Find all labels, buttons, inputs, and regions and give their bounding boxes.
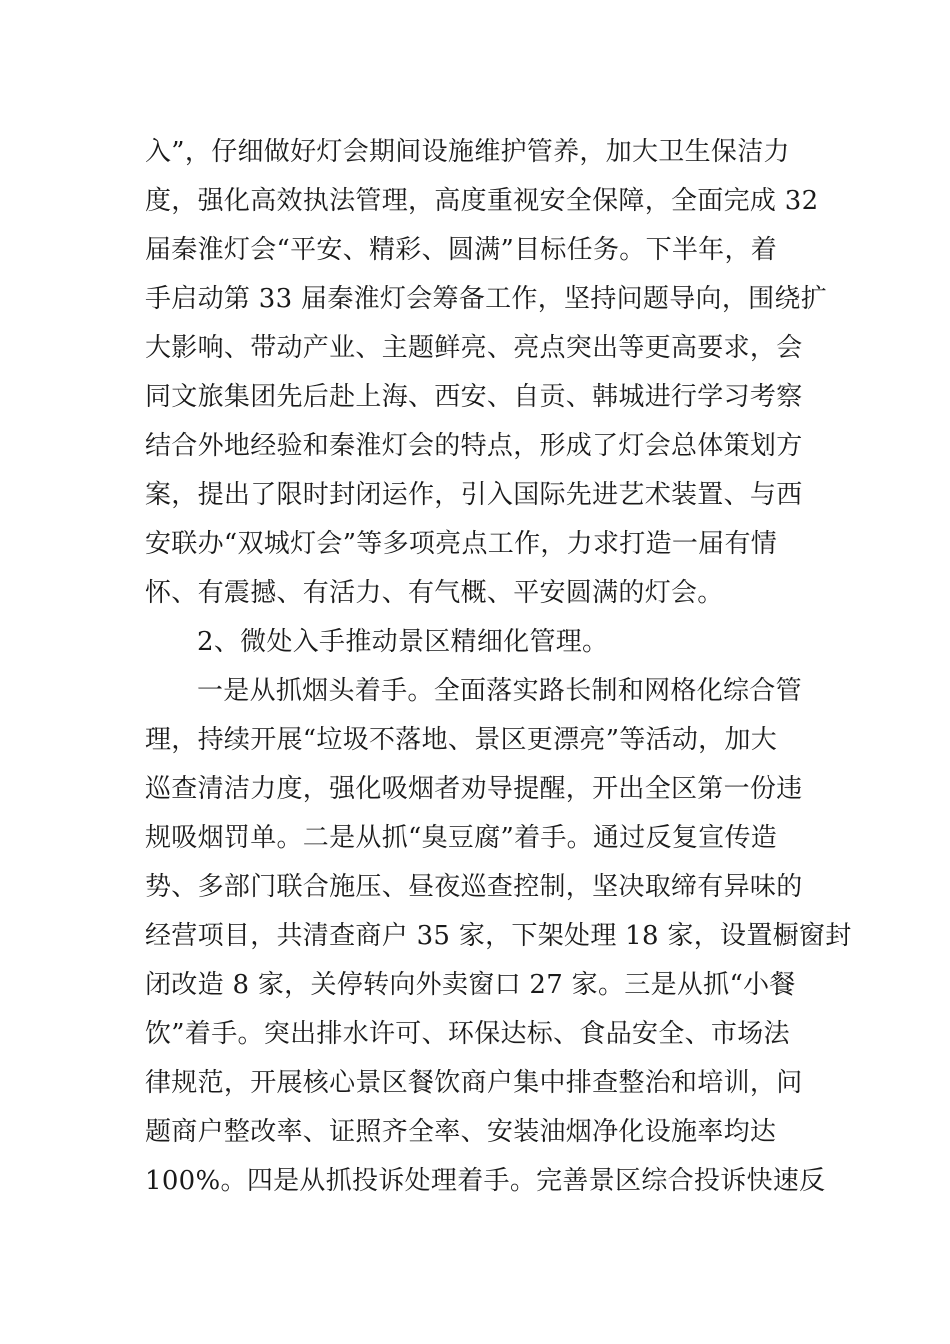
paragraph-first-line: 一是从抓烟头着手。全面落实路长制和网格化综合管 [197, 676, 802, 706]
text-line: 饮”着手。突出排水许可、环保达标、食品安全、市场法 [145, 1019, 790, 1049]
text-line: 闭改造 8 家，关停转向外卖窗口 27 家。三是从抓“小餐 [145, 970, 796, 1000]
text-line: 规吸烟罚单。二是从抓“臭豆腐”着手。通过反复宣传造 [145, 823, 778, 853]
text-line: 安联办“双城灯会”等多项亮点工作，力求打造一届有情 [145, 529, 778, 559]
text-line: 入”，仔细做好灯会期间设施维护管养，加大卫生保洁力 [145, 137, 790, 167]
text-line: 题商户整改率、证照齐全率、安装油烟净化设施率均达 [145, 1117, 777, 1147]
text-line: 理，持续开展“垃圾不落地、景区更漂亮”等活动，加大 [145, 725, 778, 755]
section-heading: 2、微处入手推动景区精细化管理。 [197, 627, 609, 657]
text-line: 大影响、带动产业、主题鲜亮、亮点突出等更高要求，会 [145, 333, 803, 363]
text-line: 度，强化高效执法管理，高度重视安全保障，全面完成 32 [145, 186, 819, 216]
text-line: 经营项目，共清查商户 35 家，下架处理 18 家，设置橱窗封 [145, 921, 852, 951]
text-line: 案，提出了限时封闭运作，引入国际先进艺术装置、与西 [145, 480, 803, 510]
text-line: 同文旅集团先后赴上海、西安、自贡、韩城进行学习考察 [145, 382, 803, 412]
text-line: 100%。四是从抓投诉处理着手。完善景区综合投诉快速反 [145, 1166, 826, 1196]
text-line: 届秦淮灯会“平安、精彩、圆满”目标任务。下半年，着 [145, 235, 778, 265]
text-line: 律规范，开展核心景区餐饮商户集中排查整治和培训，问 [145, 1068, 803, 1098]
text-line: 手启动第 33 届秦淮灯会筹备工作，坚持问题导向，围绕扩 [145, 284, 828, 314]
text-line: 怀、有震撼、有活力、有气概、平安圆满的灯会。 [145, 578, 724, 608]
text-line: 势、多部门联合施压、昼夜巡查控制，坚决取缔有异味的 [145, 872, 803, 902]
text-line: 结合外地经验和秦淮灯会的特点，形成了灯会总体策划方 [145, 431, 803, 461]
text-line: 巡查清洁力度，强化吸烟者劝导提醒，开出全区第一份违 [145, 774, 803, 804]
